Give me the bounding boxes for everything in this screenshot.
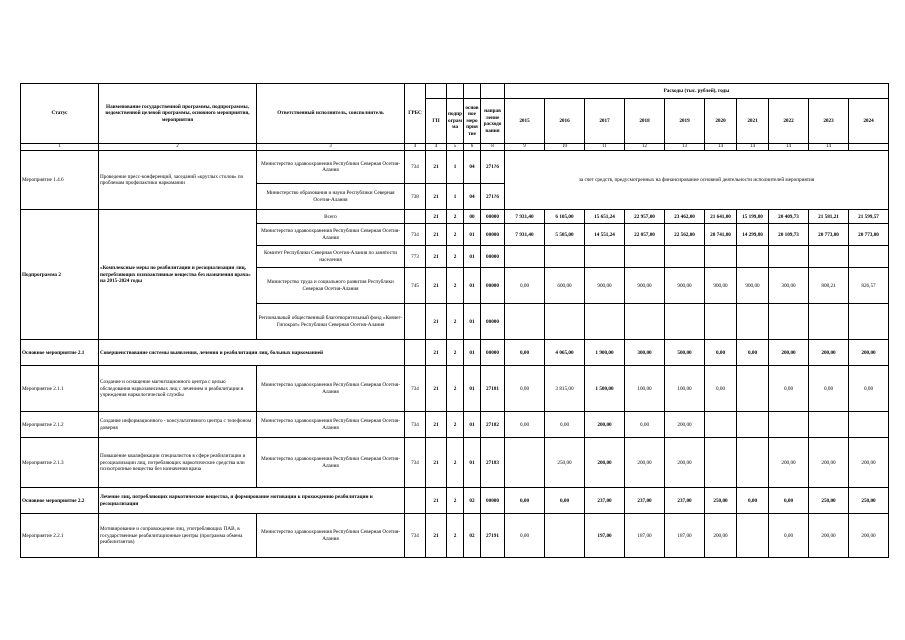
- value-cell: [737, 412, 769, 438]
- value-cell: 20 109,73: [769, 224, 809, 246]
- row-subprogram: 2: [447, 488, 464, 514]
- row-gp: 21: [426, 340, 447, 366]
- row-main-event: 00: [464, 210, 481, 224]
- value-cell: 200,00: [809, 438, 849, 488]
- row-subprogram: 2: [447, 304, 464, 340]
- row-subprogram: 1: [447, 151, 464, 184]
- row-executor: Министерство здравоохранения Республики Северная Осетия-Алания: [257, 514, 405, 558]
- value-cell: 0,00: [705, 340, 737, 366]
- row-gp: 21: [426, 151, 447, 184]
- budget-table: [20, 83, 889, 558]
- header-year: 2016: [545, 99, 585, 144]
- value-cell: 14 551,24: [585, 224, 625, 246]
- row-grbs: 745: [405, 268, 426, 304]
- value-cell: 21 581,21: [809, 210, 849, 224]
- value-cell: 0,00: [545, 412, 585, 438]
- row-gp: 21: [426, 246, 447, 268]
- row-status: Основное мероприятие 2.1: [21, 340, 99, 366]
- row-name: «Комплексные меры по реабилитации и ресоциализации лиц, потребляющих психоактивные вещества без назначения врача» на 2015-2024 годы: [99, 210, 257, 340]
- row-executor: Министерство образования и науки Республики Северная Осетия-Алания: [257, 184, 405, 210]
- col-number: 13: [665, 144, 705, 151]
- value-cell: 300,00: [625, 340, 665, 366]
- header-subprogram: подпр ограм ма: [447, 99, 464, 144]
- value-cell: 200,00: [769, 438, 809, 488]
- value-cell: [849, 412, 889, 438]
- value-cell: 100,00: [665, 366, 705, 412]
- value-cell: 200,00: [849, 340, 889, 366]
- table-row: [21, 514, 889, 558]
- header-year: 2019: [665, 99, 705, 144]
- row-direction: 00000: [481, 304, 505, 340]
- row-subprogram: 2: [447, 268, 464, 304]
- row-grbs: 734: [405, 412, 426, 438]
- row-subprogram: 2: [447, 438, 464, 488]
- col-number: 14: [705, 144, 737, 151]
- value-cell: 15 651,24: [585, 210, 625, 224]
- header-year: 2021: [737, 99, 769, 144]
- row-direction: 00000: [481, 340, 505, 366]
- value-cell: 500,00: [665, 340, 705, 366]
- col-number: 6: [464, 144, 481, 151]
- header-year: 2024: [849, 99, 889, 144]
- row-executor: Министерство здравоохранения Республики Северная Осетия-Алания: [257, 224, 405, 246]
- row-gp: 21: [426, 488, 447, 514]
- row-grbs: 734: [405, 366, 426, 412]
- row-executor: Министерство здравоохранения Республики Северная Осетия-Алания: [257, 438, 405, 488]
- value-cell: 22 057,00: [625, 224, 665, 246]
- row-subprogram: 2: [447, 224, 464, 246]
- header-executor: Ответственный исполнитель, соисполнитель: [257, 84, 405, 144]
- value-cell: [505, 438, 545, 488]
- value-cell: [769, 412, 809, 438]
- row-subprogram: 2: [447, 340, 464, 366]
- value-cell: 826,57: [849, 268, 889, 304]
- value-cell: 200,00: [809, 514, 849, 558]
- row-grbs: [405, 210, 426, 224]
- row-direction: 27191: [481, 514, 505, 558]
- row-executor: Региональный общественный благотворительный фонд «Ковчег-Гипократ» Республики Северная Осетия-Алания: [257, 304, 405, 340]
- value-cell: 22 562,00: [665, 224, 705, 246]
- value-cell: 0,00: [769, 514, 809, 558]
- header-year: 2018: [625, 99, 665, 144]
- row-main-event: 01: [464, 412, 481, 438]
- row-subprogram: 2: [447, 246, 464, 268]
- row-name: Совершенствование системы выявления, лечения и реабилитации лиц, больных наркоманией: [99, 340, 405, 366]
- row-grbs: [405, 340, 426, 366]
- row-executor: Министерство здравоохранения Республики Северная Осетия-Алания: [257, 151, 405, 184]
- value-cell: 200,00: [665, 438, 705, 488]
- row-gp: 21: [426, 304, 447, 340]
- value-cell: 15 199,80: [737, 210, 769, 224]
- row-direction: 00000: [481, 488, 505, 514]
- value-cell: 197,00: [585, 514, 625, 558]
- value-cell: [705, 438, 737, 488]
- header-main-event: основ ное меро прия тие: [464, 99, 481, 144]
- row-status: Мероприятие 2.1.1: [21, 366, 99, 412]
- row-status: Основное мероприятие 2.2: [21, 488, 99, 514]
- row-main-event: 01: [464, 366, 481, 412]
- value-cell: [737, 366, 769, 412]
- value-cell: 0,00: [505, 268, 545, 304]
- row-status: Подпрограмма 2: [21, 210, 99, 340]
- row-subprogram: 2: [447, 412, 464, 438]
- col-number: 14: [809, 144, 849, 151]
- col-number: 2: [99, 144, 257, 151]
- row-subprogram: 2: [447, 366, 464, 412]
- header-year: 2020: [705, 99, 737, 144]
- row-direction: 27183: [481, 438, 505, 488]
- row-status: Мероприятие 2.2.1: [21, 514, 99, 558]
- header-year: 2023: [809, 99, 849, 144]
- value-cell: 21 599,57: [849, 210, 889, 224]
- row-direction: 27181: [481, 366, 505, 412]
- value-cell: 237,00: [665, 488, 705, 514]
- row-grbs: 734: [405, 438, 426, 488]
- col-number: 11: [585, 144, 625, 151]
- table-row: [21, 340, 889, 366]
- row-direction: 271?6: [481, 151, 505, 184]
- value-cell: 0,00: [769, 366, 809, 412]
- row-gp: 21: [426, 412, 447, 438]
- column-number-row: [21, 144, 889, 151]
- value-cell: 20 773,00: [809, 224, 849, 246]
- header-direction: направ ление расходо вания: [481, 99, 505, 144]
- value-cell: 0,00: [769, 488, 809, 514]
- value-cell: 200,00: [665, 412, 705, 438]
- table-row: [21, 210, 889, 224]
- value-cell: 7 931,40: [505, 224, 545, 246]
- value-cell: 23 462,00: [665, 210, 705, 224]
- row-gp: 21: [426, 514, 447, 558]
- col-number: 4: [426, 144, 447, 151]
- value-cell: 3 815,00: [545, 366, 585, 412]
- value-cell: 200,00: [849, 514, 889, 558]
- value-cell: [737, 438, 769, 488]
- value-cell: 250,00: [705, 488, 737, 514]
- value-cell: 0,00: [505, 514, 545, 558]
- row-executor: Министерство здравоохранения Республики Северная Осетия-Алания: [257, 412, 405, 438]
- value-cell: 187,00: [625, 514, 665, 558]
- row-subprogram: 2: [447, 514, 464, 558]
- row-subprogram: 2: [447, 210, 464, 224]
- row-name: Проведение пресс-конференций, заседаний «круглых столов» по проблемам профилактики наркомании: [99, 151, 257, 210]
- header-expenses: Расходы (тыс. рублей), годы: [505, 84, 889, 99]
- row-executor: Министерство труда и социального развития Республики Северная Осетия-Алания: [257, 268, 405, 304]
- row-direction: 00000: [481, 246, 505, 268]
- header-year: 2017: [585, 99, 625, 144]
- value-cell: 237,00: [585, 488, 625, 514]
- value-cell: 300,00: [769, 268, 809, 304]
- value-cell: 0,00: [705, 366, 737, 412]
- value-cell: 200,00: [585, 412, 625, 438]
- header-year: 2022: [769, 99, 809, 144]
- value-cell: 250,00: [809, 488, 849, 514]
- row-main-event: 01: [464, 438, 481, 488]
- value-cell: 187,00: [665, 514, 705, 558]
- value-cell: 0,00: [849, 366, 889, 412]
- header-row-1: [21, 84, 889, 99]
- value-cell: 20 409,73: [769, 210, 809, 224]
- row-direction: 00000: [481, 210, 505, 224]
- row-main-event: 01: [464, 340, 481, 366]
- col-number: 4: [405, 144, 426, 151]
- header-grbs: ГРБС: [405, 84, 426, 144]
- value-cell: 0,00: [737, 340, 769, 366]
- row-name: Лечение лиц, потребляющих наркотические вещества, и формирование мотивации к прохождению реабилитации и ресоциализации: [99, 488, 405, 514]
- value-cell: 6 105,00: [545, 210, 585, 224]
- value-cell: 200,00: [705, 514, 737, 558]
- row-executor: Министерство здравоохранения Республики Северная Осетия-Алания: [257, 366, 405, 412]
- row-gp: 21: [426, 268, 447, 304]
- row-main-event: 04: [464, 184, 481, 210]
- row-grbs: 734: [405, 224, 426, 246]
- value-cell: 5 505,00: [545, 224, 585, 246]
- value-cell: 200,00: [769, 340, 809, 366]
- value-cell: 0,00: [505, 488, 545, 514]
- row-grbs: 734: [405, 514, 426, 558]
- row-grbs: 738: [405, 184, 426, 210]
- value-cell: 200,00: [809, 340, 849, 366]
- col-number: 8: [481, 144, 505, 151]
- row-main-event: 01: [464, 304, 481, 340]
- row-name: Создание и оснащение магнитационного центра с целью обследования наркозависимых лиц с лечением и реабилитации в учреждения наркологической службы: [99, 366, 257, 412]
- header-name: Наименование государственной программы, подпрограммы, ведомственной целевой программы, основного мероприятия, мероприятия: [99, 84, 257, 144]
- col-number: 14: [769, 144, 809, 151]
- value-cell: 900,00: [705, 268, 737, 304]
- row-name: Создание информационного - консультативного центра с телефоном доверия: [99, 412, 257, 438]
- col-number: 3: [257, 144, 405, 151]
- row-note: за счет средств, предусмотренных на финансирование основной деятельности исполнителей мероприятия: [505, 151, 889, 210]
- value-cell: 1 500,00: [585, 366, 625, 412]
- row-gp: 21: [426, 184, 447, 210]
- header-status: Статус: [21, 84, 99, 144]
- row-grbs: [405, 488, 426, 514]
- row-status: Мероприятие 2.1.3: [21, 438, 99, 488]
- row-direction: 271?6: [481, 184, 505, 210]
- row-gp: 21: [426, 210, 447, 224]
- value-cell: 900,00: [665, 268, 705, 304]
- col-number: 5: [447, 144, 464, 151]
- row-name: Мотивирование и сопровождение лиц, употребляющих ПАВ, в государственные реабилитационные центры (программа обмена реабилитантов): [99, 514, 257, 558]
- header-gp: ГП: [426, 99, 447, 144]
- row-direction: 27182: [481, 412, 505, 438]
- value-cell: 20 773,00: [849, 224, 889, 246]
- value-cell: [737, 514, 769, 558]
- value-cell: 7 931,40: [505, 210, 545, 224]
- value-cell: 250,00: [849, 488, 889, 514]
- value-cell: 0,00: [505, 366, 545, 412]
- value-cell: [545, 514, 585, 558]
- row-main-event: 02: [464, 514, 481, 558]
- value-cell: 0,00: [737, 488, 769, 514]
- row-name: Повышение квалификации специалистов в сфере реабилитации и ресоциализации лиц, потребляющих наркотические средства или психотропные вещества без назначения врача: [99, 438, 257, 488]
- row-gp: 21: [426, 224, 447, 246]
- value-cell: 0,00: [625, 412, 665, 438]
- row-direction: 00000: [481, 268, 505, 304]
- row-grbs: 773: [405, 246, 426, 268]
- row-main-event: 01: [464, 246, 481, 268]
- value-cell: [705, 412, 737, 438]
- value-cell: 0,00: [505, 412, 545, 438]
- row-main-event: 02: [464, 488, 481, 514]
- value-cell: 900,00: [625, 268, 665, 304]
- row-grbs: [405, 304, 426, 340]
- value-cell: 14 299,80: [737, 224, 769, 246]
- col-number: 1: [21, 144, 99, 151]
- value-cell: 200,00: [849, 438, 889, 488]
- row-main-event: 01: [464, 268, 481, 304]
- row-executor: Всего: [257, 210, 405, 224]
- value-cell: [809, 412, 849, 438]
- row-main-event: 01: [464, 224, 481, 246]
- value-cell: 200,00: [585, 438, 625, 488]
- value-cell: 600,00: [545, 268, 585, 304]
- row-status: Мероприятие 1.4.6: [21, 151, 99, 210]
- row-main-event: 04: [464, 151, 481, 184]
- value-cell: 0,00: [545, 488, 585, 514]
- value-cell: 4 065,00: [545, 340, 585, 366]
- row-executor: Комитет Республики Северная Осетия-Алания по занятости населения: [257, 246, 405, 268]
- value-cell: 900,00: [585, 268, 625, 304]
- value-cell: 1 900,00: [585, 340, 625, 366]
- table-row: [21, 151, 889, 184]
- row-gp: 21: [426, 438, 447, 488]
- row-subprogram: 1: [447, 184, 464, 210]
- table-row: [21, 438, 889, 488]
- col-number: 14: [737, 144, 769, 151]
- value-cell: 250,00: [545, 438, 585, 488]
- row-status: Мероприятие 2.1.2: [21, 412, 99, 438]
- table-row: [21, 366, 889, 412]
- col-number: 12: [625, 144, 665, 151]
- col-number: 9: [505, 144, 545, 151]
- value-cell: 20 741,00: [705, 224, 737, 246]
- table-row: [21, 412, 889, 438]
- value-cell: 200,00: [625, 438, 665, 488]
- value-cell: 237,00: [625, 488, 665, 514]
- header-year: 2015: [505, 99, 545, 144]
- value-cell: 100,00: [625, 366, 665, 412]
- value-cell: 21 641,00: [705, 210, 737, 224]
- value-cell: 0,00: [505, 340, 545, 366]
- value-cell: 900,00: [737, 268, 769, 304]
- value-cell: 22 957,00: [625, 210, 665, 224]
- row-gp: 21: [426, 366, 447, 412]
- row-grbs: 734: [405, 151, 426, 184]
- value-cell: 0,00: [809, 366, 849, 412]
- col-number: 10: [545, 144, 585, 151]
- row-direction: 00000: [481, 224, 505, 246]
- table-row: [21, 488, 889, 514]
- value-cell: 808,21: [809, 268, 849, 304]
